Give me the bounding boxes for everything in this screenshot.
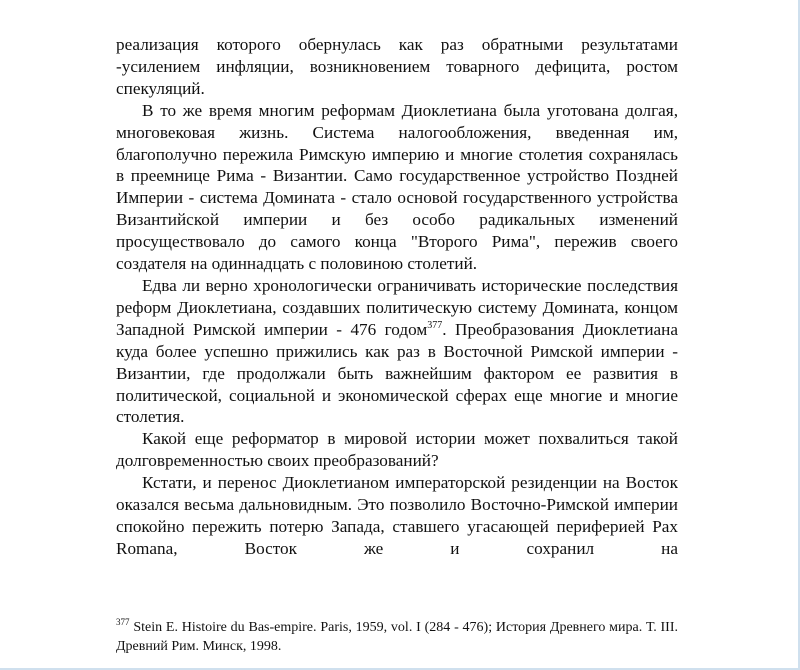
footnote-reference[interactable]: 377	[427, 319, 443, 331]
paragraph-continuation: реализация которого обернулась как раз обратными результатами -усилением инфляции, возникновением товарного дефицита, ростом спекуляций.	[116, 35, 678, 98]
paragraph-chronology-part1: Едва ли верно хронологически ограничивать исторические последствия реформ Диоклетиана, создавших политическую систему Домината, концом Западной Римской империи - 476 годом	[116, 275, 678, 339]
main-text	[116, 34, 678, 560]
paragraph-chronology-part2: . Преобразования Диоклетиана куда более успешно прижились как раз в Восточной Римской империи - Византии, где продолжали быть важнейшим фактором ее развития в политической, социальной и экономической сферах еще многие и многие столетия.	[116, 319, 678, 427]
footnote-text: Stein E. Histoire du Bas-empire. Paris, 1959, vol. I (284 - 476); История Древнего мира. Т. III. Древний Рим. Минск, 1998.	[116, 620, 678, 654]
footnote-number: 377	[116, 617, 130, 627]
paragraph-chronology	[116, 275, 678, 428]
footnote	[116, 618, 678, 656]
paragraph-reforms-legacy: В то же время многим реформам Диоклетиана была уготована долгая, многовековая жизнь. Система налогообложения, введенная им, благополучно пережила Римскую империю и многие столетия сохранялась в преемнице Рима - Византии. Само государственное устройство Поздней Империи - система Домината - стало основой государственного устройства Византийской империи и без особо радикальных изменений просуществовало до самого конца "Второго Рима", пережив своего создателя на одиннадцать с половиною столетий.	[116, 100, 678, 274]
paragraph-question: Какой еще реформатор в мировой истории может похвалиться такой долговременностью своих преобразований?	[116, 429, 678, 471]
paragraph-residence: Кстати, и перенос Диоклетианом императорской резиденции на Восток оказался весьма дальновидным. Это позволило Восточно-Римской империи спокойно пережить потерю Запада, ставшего угасающей периферией Pax Romana, Восток же и сохранил на	[116, 473, 678, 558]
